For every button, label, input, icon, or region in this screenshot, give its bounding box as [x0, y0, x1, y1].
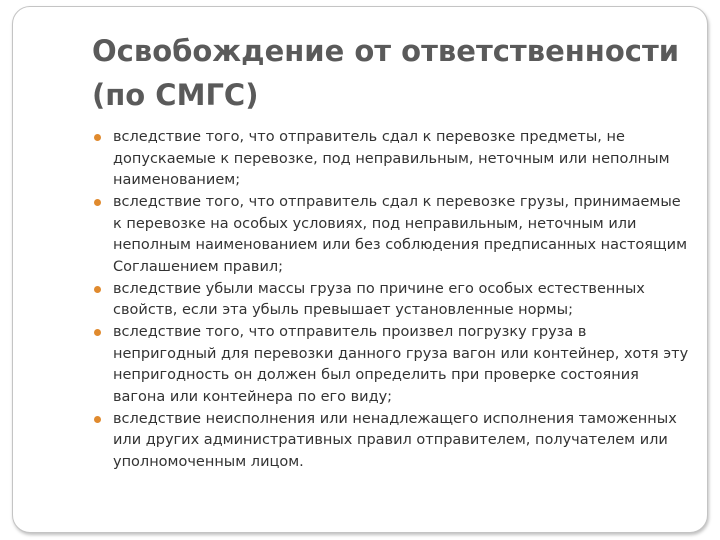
bullet-text: вследствие того, что отправитель сдал к перевозке предметы, не допускаемые к перевозке, под неправильным, неточным или неполным наименованием;: [113, 129, 670, 188]
slide-title: [92, 29, 692, 117]
bullet-text: вследствие убыли массы груза по причине его особых естественных свойств, если эта убыль превышает установленные нормы;: [113, 280, 645, 318]
slide-title-line-2: (по СМГС): [92, 78, 259, 112]
bullet-item-3: [94, 279, 694, 322]
bullet-text: вследствие неисполнения или ненадлежащего исполнения таможенных или других административных правил отправителем, получателем или уполномоченным лицом.: [113, 410, 677, 470]
bullet-item-4: [94, 322, 694, 408]
bullet-dot-icon: [94, 134, 101, 141]
bullet-item-5: [94, 409, 694, 474]
bullet-item-1: [94, 127, 694, 192]
slide-title-line-1: Освобождение от ответственности: [92, 34, 680, 68]
slide-frame: [12, 6, 708, 533]
bullet-text: вследствие того, что отправитель произвел погрузку груза в непригодный для перевозки данного груза вагон или контейнер, хотя эту непригодность он должен был определить при проверке состояния вагона или контейнера по его виду;: [113, 324, 689, 405]
bullet-list: [94, 127, 694, 474]
bullet-dot-icon: [94, 416, 101, 423]
bullet-dot-icon: [94, 199, 101, 206]
bullet-text: вследствие того, что отправитель сдал к перевозке грузы, принимаемые к перевозке на особых условиях, под неправильным, неточным или неполным наименованием или без соблюдения предписанных настоящим Соглашением правил;: [113, 194, 688, 275]
bullet-dot-icon: [94, 329, 101, 336]
bullet-item-2: [94, 192, 694, 278]
bullet-dot-icon: [94, 286, 101, 293]
